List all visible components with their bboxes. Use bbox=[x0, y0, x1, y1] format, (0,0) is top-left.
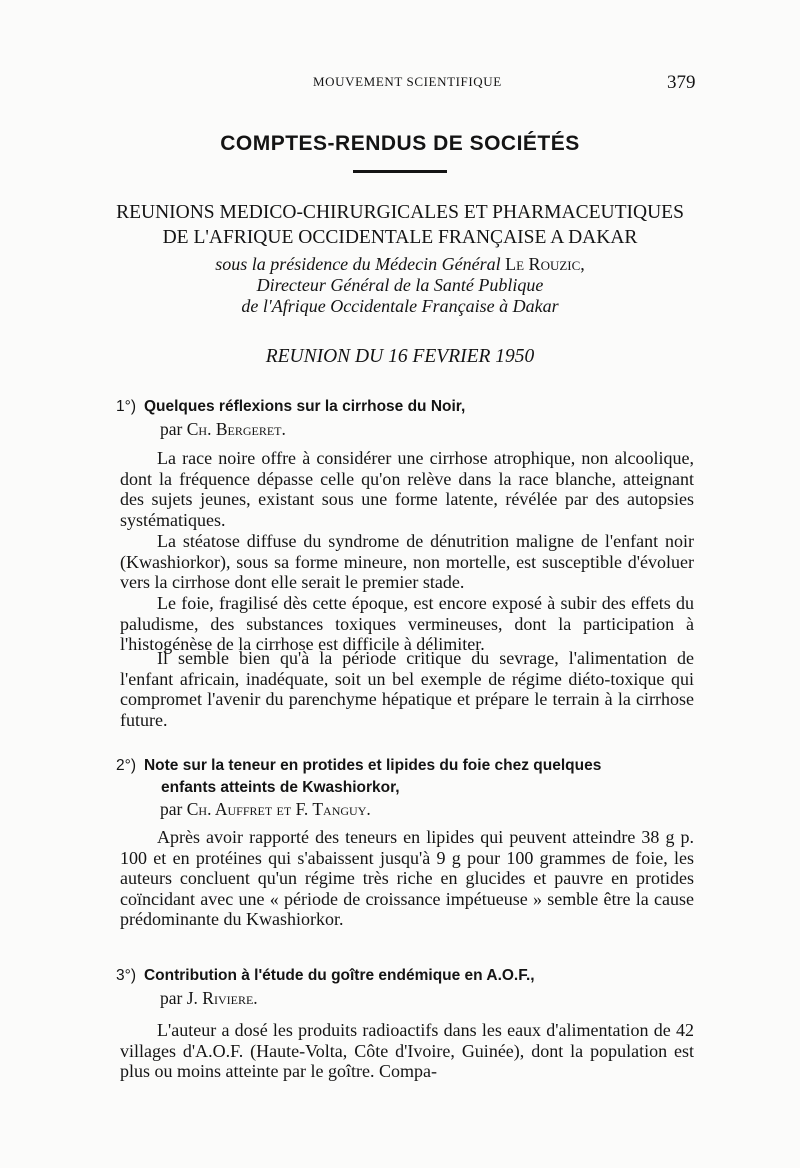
meeting-heading bbox=[0, 200, 800, 250]
item-1-title bbox=[116, 396, 726, 418]
item-1-author-prefix: par bbox=[160, 419, 183, 439]
presidency-line-1 bbox=[0, 254, 800, 275]
item-1-author-name: Ch. Bergeret. bbox=[186, 419, 286, 439]
section-title: COMPTES-RENDUS DE SOCIÉTÉS bbox=[220, 132, 580, 155]
item-3-title bbox=[116, 965, 726, 987]
item-2-paragraph-1: Après avoir rapporté des teneurs en lipides qui peuvent atteindre 38 g p. 100 et en protéines qui s'abaissent jusqu'à 9 g pour 100 grammes de foie, les auteurs concluent qu'un régime très riche en glucides et pauvre en protides coïncidant avec une « période de croissance impétueuse » semble être la cause prédominante du Kwashiorkor. bbox=[120, 827, 694, 930]
item-2-title-line-1: Note sur la teneur en protides et lipides du foie chez quelques bbox=[143, 757, 602, 774]
title-rule bbox=[353, 170, 447, 173]
item-3-title-text: Contribution à l'étude du goître endémique en A.O.F., bbox=[143, 967, 535, 984]
presidency-line-2: Directeur Général de la Santé Publique bbox=[256, 275, 544, 295]
page-number: 379 bbox=[667, 72, 696, 93]
running-head: MOUVEMENT SCIENTIFIQUE bbox=[313, 74, 502, 89]
item-3-author-prefix: par bbox=[160, 988, 183, 1008]
president-name: Le Rouzic, bbox=[505, 254, 585, 274]
item-1-paragraph-4: Il semble bien qu'à la période critique du sevrage, l'alimentation de l'enfant africain, inadéquate, soit un bel exemple de régime diéto-toxique qui compromet l'avenir du parenchyme hépatique et prépare le terrain à la cirrhose future. bbox=[120, 648, 694, 730]
presidency-prefix: sous la présidence du Médecin Général bbox=[215, 254, 501, 274]
item-3-author bbox=[160, 988, 258, 1009]
item-2-author bbox=[160, 799, 371, 820]
presidency-block bbox=[0, 254, 800, 317]
item-1-paragraph-1: La race noire offre à considérer une cirrhose atrophique, non alcoolique, dont la fréquence dépasse celle qu'on relève dans la race blanche, atteignant des sujets jeunes, existant sous une forme latente, révélée par des autopsies systématiques. bbox=[120, 448, 694, 530]
session-date: REUNION DU 16 FEVRIER 1950 bbox=[265, 346, 535, 367]
item-2-title bbox=[116, 755, 736, 799]
meeting-heading-line-2: DE L'AFRIQUE OCCIDENTALE FRANÇAISE A DAKAR bbox=[162, 227, 638, 248]
item-2-author-prefix: par bbox=[160, 799, 183, 819]
meeting-heading-line-1: REUNIONS MEDICO-CHIRURGICALES ET PHARMACEUTIQUES bbox=[116, 202, 684, 223]
item-1-title-text: Quelques réflexions sur la cirrhose du Noir, bbox=[143, 398, 466, 415]
item-1-number: 1°) bbox=[116, 398, 136, 415]
item-1-paragraph-2: La stéatose diffuse du syndrome de dénutrition maligne de l'enfant noir (Kwashiorkor), sous sa forme mineure, non mortelle, est susceptible d'évoluer vers la cirrhose dont elle serait le premier stade. bbox=[120, 531, 694, 593]
item-3-author-name: J. Riviere. bbox=[186, 988, 258, 1008]
item-2-title-line-2: enfants atteints de Kwashiorkor, bbox=[161, 779, 400, 796]
item-3-number: 3°) bbox=[116, 967, 136, 984]
item-3-paragraph-1: L'auteur a dosé les produits radioactifs dans les eaux d'alimentation de 42 villages d'A.O.F. (Haute-Volta, Côte d'Ivoire, Guinée), dont la population est plus ou moins atteinte par le goître. Compa- bbox=[120, 1020, 694, 1082]
presidency-line-3: de l'Afrique Occidentale Française à Dakar bbox=[241, 296, 559, 316]
item-1-author bbox=[160, 419, 286, 440]
item-2-number: 2°) bbox=[116, 757, 136, 774]
item-1-paragraph-3: Le foie, fragilisé dès cette époque, est encore exposé à subir des effets du paludisme, des substances toxiques vermineuses, dont la participation à l'histogénèse de la cirrhose est difficile à délimiter. bbox=[120, 593, 694, 655]
item-2-author-name: Ch. Auffret et F. Tanguy. bbox=[186, 799, 371, 819]
